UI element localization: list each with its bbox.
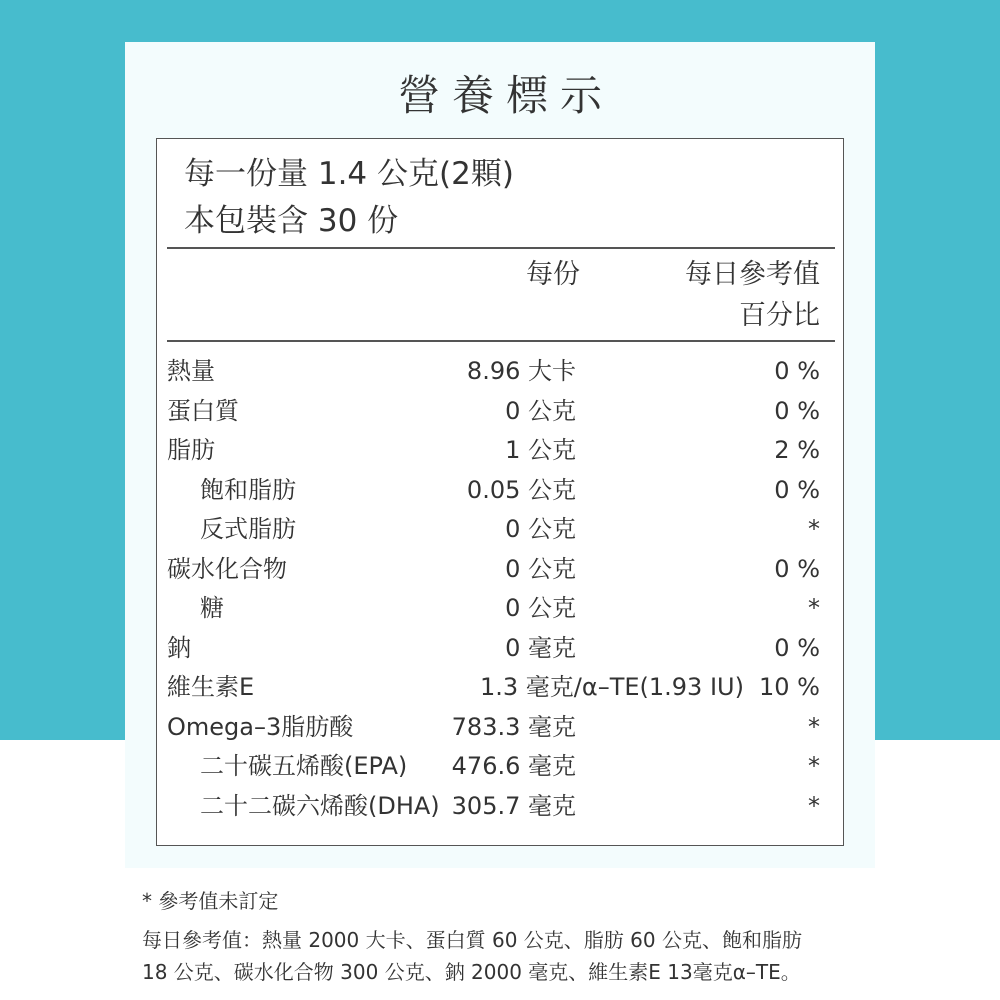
servings-per-package: 本包裝含 30 份 <box>184 203 399 239</box>
nutrient-row <box>0 509 1000 549</box>
nutrient-name: 蛋白質 <box>167 396 239 425</box>
nutrient-name: 糖 <box>200 594 224 622</box>
nutrient-amount: 0 公克 <box>505 554 576 583</box>
nutrient-name: 維生素E <box>167 673 255 701</box>
nutrient-daily-value: * <box>808 752 820 780</box>
footnote-daily-reference-line2: 18 公克、碳水化合物 300 公克、鈉 2000 毫克、維生素E 13毫克α–TE。 <box>142 960 801 984</box>
nutrient-daily-value: 10 % <box>759 673 820 701</box>
serving-size: 每一份量 1.4 公克(2顆) <box>184 156 514 192</box>
nutrient-amount: 0 公克 <box>505 594 576 622</box>
nutrient-daily-value: * <box>808 791 820 820</box>
divider-line <box>167 340 835 342</box>
nutrient-row <box>0 707 1000 747</box>
nutrient-name: 脂肪 <box>167 436 215 464</box>
nutrient-daily-value: * <box>808 712 820 741</box>
nutrient-daily-value: * <box>808 515 820 543</box>
nutrient-row <box>0 628 1000 668</box>
nutrient-amount: 783.3 毫克 <box>451 712 576 741</box>
nutrient-amount: 0 毫克 <box>505 633 576 662</box>
nutrient-row <box>0 549 1000 589</box>
nutrient-daily-value: * <box>808 594 820 622</box>
nutrient-amount: 0 公克 <box>505 396 576 425</box>
nutrient-amount: 305.7 毫克 <box>451 791 576 820</box>
nutrient-amount: 1 公克 <box>505 436 576 464</box>
nutrient-amount: 1.3 毫克/α–TE(1.93 IU) <box>480 673 744 701</box>
nutrient-row <box>0 430 1000 470</box>
nutrient-row <box>0 786 1000 826</box>
nutrient-name: 反式脂肪 <box>200 515 296 543</box>
nutrient-daily-value: 0 % <box>774 633 820 662</box>
nutrient-amount: 476.6 毫克 <box>451 752 576 780</box>
label-title: 營養標示 <box>397 71 614 120</box>
footnote-undefined: * 參考值未訂定 <box>142 889 279 913</box>
divider-line <box>167 247 835 249</box>
nutrient-row <box>0 391 1000 431</box>
nutrient-row <box>0 470 1000 510</box>
nutrient-daily-value: 0 % <box>774 554 820 583</box>
nutrient-amount: 0 公克 <box>505 515 576 543</box>
nutrient-daily-value: 0 % <box>774 396 820 425</box>
nutrient-row <box>0 351 1000 391</box>
footnote-daily-reference-line1: 每日參考值：熱量 2000 大卡、蛋白質 60 公克、脂肪 60 公克、飽和脂肪 <box>142 928 802 952</box>
nutrient-daily-value: 0 % <box>774 357 820 385</box>
nutrient-row <box>0 588 1000 628</box>
header-per-serving: 每份 <box>526 259 580 290</box>
nutrient-name: 熱量 <box>167 357 215 385</box>
nutrient-name: 碳水化合物 <box>167 554 287 583</box>
nutrient-daily-value: 0 % <box>774 475 820 504</box>
nutrient-amount: 8.96 大卡 <box>466 357 576 385</box>
header-daily-value: 每日參考值 <box>685 259 820 290</box>
header-percentage: 百分比 <box>739 300 820 331</box>
nutrient-daily-value: 2 % <box>774 436 820 464</box>
nutrient-row <box>0 746 1000 786</box>
nutrient-name: 飽和脂肪 <box>200 475 296 504</box>
nutrient-name: 二十碳五烯酸(EPA) <box>200 752 408 780</box>
nutrient-name: 鈉 <box>167 633 191 662</box>
nutrient-amount: 0.05 公克 <box>466 475 576 504</box>
nutrient-name: Omega–3脂肪酸 <box>167 712 354 741</box>
nutrient-name: 二十二碳六烯酸(DHA) <box>200 791 440 820</box>
nutrient-row <box>0 667 1000 707</box>
